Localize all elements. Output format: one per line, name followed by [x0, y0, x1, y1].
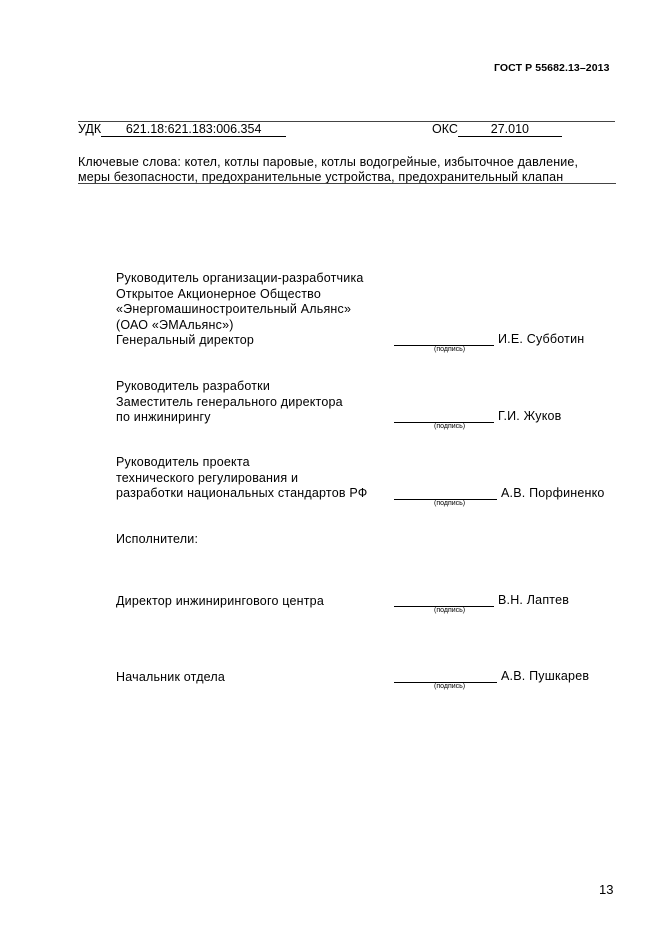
keywords	[78, 155, 578, 185]
signature-block-1	[116, 271, 364, 349]
oks-line	[432, 122, 562, 137]
signature-1-line: Открытое Акционерное Общество	[116, 286, 322, 301]
performers-label: Исполнители:	[116, 532, 199, 546]
performer-caption-2: (подпись)	[434, 683, 466, 690]
signature-2-line: Заместитель генерального директора	[116, 394, 343, 409]
signature-3-line: Руководитель проекта	[116, 455, 250, 469]
signature-1-line: Руководитель организации-разработчика	[116, 271, 364, 285]
signatory-name-2: Г.И. Жуков	[498, 409, 562, 423]
udk-label: УДК	[78, 122, 102, 136]
signature-1-line: «Энергомашиностроительный Альянс»	[116, 302, 352, 316]
performer-title-1: Директор инжинирингового центра	[116, 594, 324, 608]
performer-name-1: В.Н. Лаптев	[498, 593, 570, 607]
signature-3-line: технического регулирования и	[116, 470, 299, 485]
signature-2-line: по инжинирингу	[116, 410, 211, 424]
signature-block-3	[116, 455, 367, 502]
oks-value: 27.010	[458, 123, 562, 137]
page-number: 13	[599, 882, 614, 897]
keywords-line-1: Ключевые слова: котел, котлы паровые, котлы водогрейные, избыточное давление,	[78, 155, 579, 169]
keywords-line-2: меры безопасности, предохранительные устройства, предохранительный клапан	[78, 170, 564, 184]
oks-label: ОКС	[432, 122, 458, 136]
signature-caption-3: (подпись)	[434, 500, 466, 507]
performer-caption-1: (подпись)	[434, 607, 466, 614]
signature-caption-1: (подпись)	[434, 346, 466, 353]
keywords-rule	[78, 183, 616, 184]
standard-designation: ГОСТ Р 55682.13–2013	[494, 62, 610, 74]
udk-value: 621.18:621.183:006.354	[101, 123, 286, 137]
signature-caption-2: (подпись)	[434, 423, 466, 430]
signature-1-line: Генеральный директор	[116, 333, 255, 347]
signature-block-2	[116, 379, 343, 426]
performer-title-2: Начальник отдела	[116, 670, 226, 684]
signature-3-line: разработки национальных стандартов РФ	[116, 486, 368, 500]
signatory-name-3: А.В. Порфиненко	[501, 486, 605, 500]
signatory-name-1: И.Е. Субботин	[498, 332, 585, 346]
signature-1-line: (ОАО «ЭМАльянс»)	[116, 317, 234, 332]
performer-name-2: А.В. Пушкарев	[501, 669, 590, 683]
udk-line	[78, 122, 286, 137]
signature-2-line: Руководитель разработки	[116, 379, 271, 393]
